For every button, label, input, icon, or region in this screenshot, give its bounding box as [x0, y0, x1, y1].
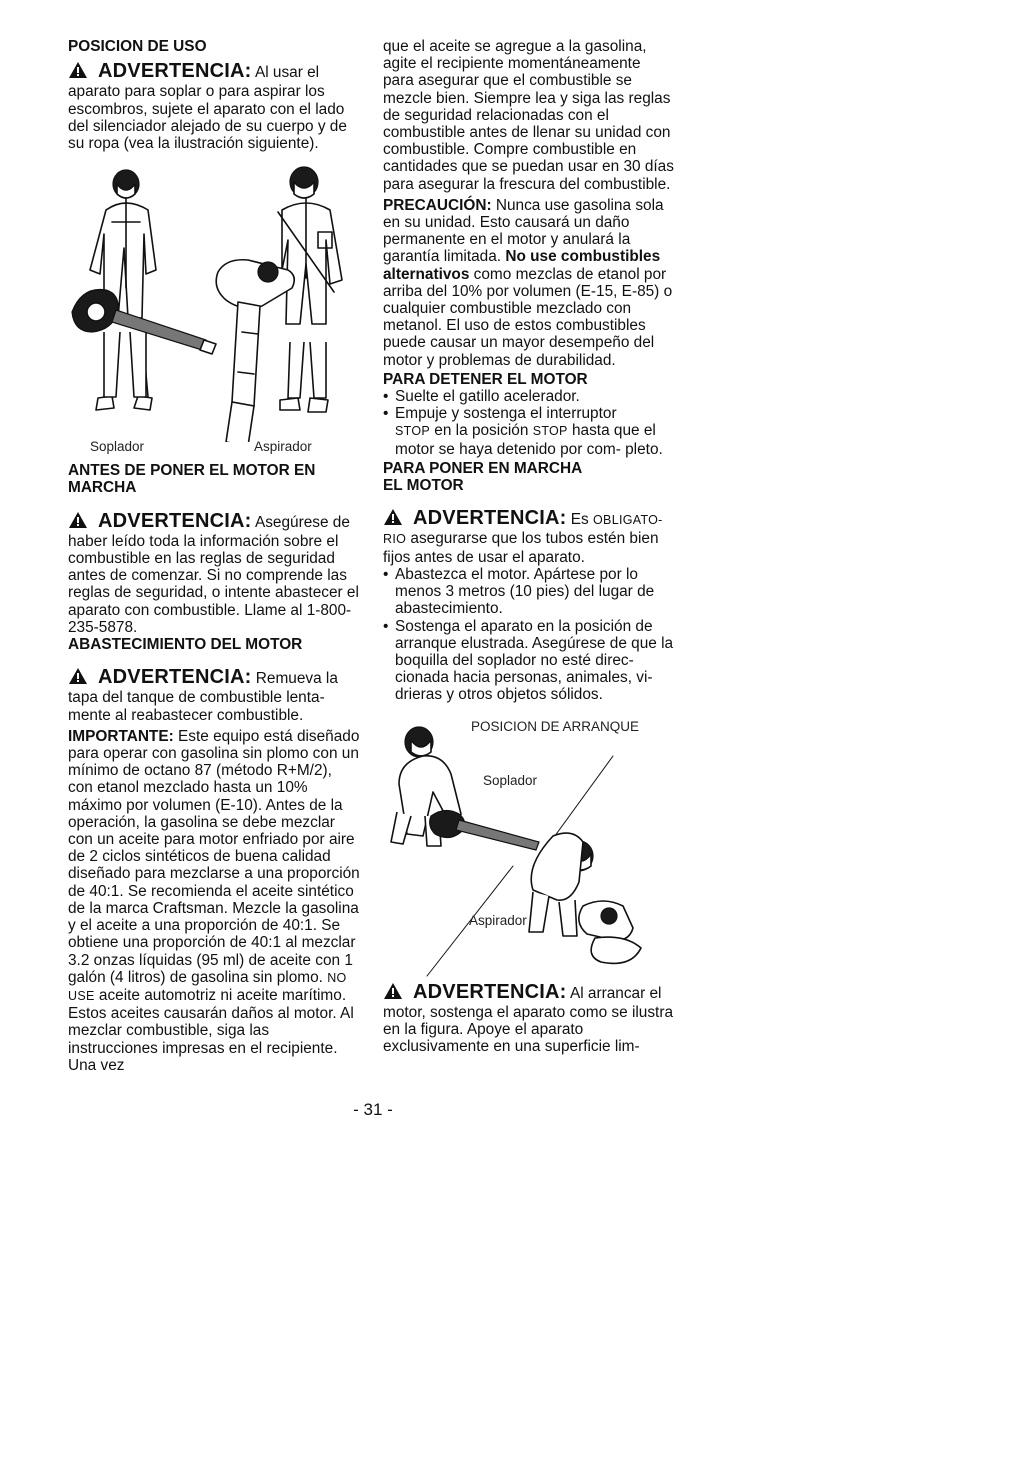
detener-item-2-mid: en la posición [430, 422, 533, 440]
abastecimiento-heading: ABASTECIMIENTO DEL MOTOR [68, 636, 303, 654]
list-item: • Sostenga el aparato en la posición de arranque elustrada. Asegúrese de que la boquilla del soplador no esté direc- cionada hacia personas, animales, vi- drieras y otros objetos sólidos. [383, 618, 675, 704]
warning-5 [383, 982, 675, 1056]
warning-5-body: motor, sostenga el aparato como se ilustra en la figura. Apoye el aparato exclusivamente en una superficie lim- [383, 1003, 674, 1056]
warning-4-title: ADVERTENCIA: [413, 507, 567, 530]
stop-smallcaps: STOP [395, 424, 431, 439]
starting-position-figure [383, 716, 675, 980]
obligatorio-smallcaps: OBLIGATO- RIO [383, 513, 663, 547]
starting-position-illustration [383, 716, 675, 980]
importante-label: IMPORTANTE: [68, 727, 174, 745]
detener-heading: PARA DETENER EL MOTOR [383, 370, 588, 388]
warning-3-body: tapa del tanque de combustible lenta- mente al reabastecer combustible. [68, 689, 325, 724]
right-column [383, 38, 675, 1055]
warning-3-lead: Remueva la [251, 670, 338, 688]
warning-2-title: ADVERTENCIA: [98, 509, 252, 532]
list-item [383, 405, 675, 458]
figure-1-label-aspirador: Aspirador [254, 439, 312, 455]
left-column [68, 38, 360, 1074]
importante-paragraph [68, 728, 360, 1074]
antes-heading: ANTES DE PONER EL MOTOR EN MARCHA [68, 462, 316, 497]
warning-triangle-icon [383, 508, 403, 530]
figure-1-label-soplador: Soplador [90, 439, 145, 455]
warning-triangle-icon [383, 982, 403, 1004]
list-item: • Suelte el gatillo acelerador. [383, 388, 675, 405]
warning-2-body: haber leído toda la información sobre el combustible en las reglas de seguridad antes de comenzar. Si no comprende las reglas de seguridad, o intente abastecer el aparato con combustible. Llame al 1-800-235-5878. [68, 532, 359, 636]
figure-2-title: POSICION DE ARRANQUE [471, 718, 640, 734]
warning-1 [68, 61, 360, 152]
precaucion-paragraph [383, 197, 675, 369]
precaucion-bold: No use combustibles alternativos [383, 248, 661, 283]
precaucion-label: PRECAUCIÓN: [383, 196, 492, 214]
poner-heading [383, 460, 675, 494]
detener-list [383, 388, 675, 458]
warning-3-title: ADVERTENCIA: [98, 666, 252, 689]
warning-1-title: ADVERTENCIA: [98, 60, 252, 83]
warning-4 [383, 508, 675, 566]
figure-2-label-aspirador: Aspirador [469, 912, 527, 928]
warning-3 [68, 667, 360, 724]
warning-1-lead: Al usar el [251, 64, 320, 82]
warning-1-body: aparato para soplar o para aspirar los escombros, sujete el aparato con el lado del silenciador alejado de su cuerpo y de su ropa (vea la ilustración siguiente). [68, 83, 347, 153]
stop-smallcaps: STOP [532, 424, 568, 439]
warning-2 [68, 511, 360, 636]
page-number: - 31 - [353, 1100, 393, 1119]
warning-4-lead: Es [566, 511, 594, 529]
warning-triangle-icon [68, 511, 88, 533]
posicion-heading: POSICION DE USO [68, 38, 207, 55]
warning-triangle-icon [68, 61, 88, 83]
warning-4-body: asegurarse que los tubos estén bien fijos antes de usar el aparato. [383, 530, 659, 566]
warning-5-title: ADVERTENCIA: [413, 980, 567, 1003]
figure-2-label-soplador: Soplador [483, 772, 538, 788]
precaucion-body-2: como mezclas de etanol por arriba del 10% por volumen (E-15, E-85) o cualquier combustible mezclado con metanol. El uso de estos combustibles puede causar un mayor desempeño del motor y problemas de durabilidad. [383, 265, 673, 369]
operating-position-figure [68, 162, 360, 462]
warning-2-lead: Asegúrese de [251, 513, 350, 531]
poner-heading-line-2: EL MOTOR [383, 477, 464, 495]
detener-item-2-start: Empuje y sostenga el interruptor [395, 405, 617, 423]
poner-list [383, 566, 675, 704]
poner-heading-line-1: PARA PONER EN MARCHA [383, 459, 583, 477]
list-item: • Abastezca el motor. Apártese por lo menos 3 metros (10 pies) del lugar de abastecimiento. [383, 566, 675, 618]
no-use-smallcaps: NO USE [68, 970, 347, 1003]
precaucion-body-1: Nunca use gasolina sola en su unidad. Esto causará un daño permanente en el motor y anulará la garantía limitada. [383, 196, 664, 266]
warning-triangle-icon [68, 667, 88, 689]
blower-vacuum-operators-illustration [68, 162, 360, 442]
warning-5-lead: Al arrancar el [566, 984, 662, 1002]
continued-paragraph: que el aceite se agregue a la gasolina, agite el recipiente momentáneamente para asegurar que el combustible se mezcle bien. Siempre lea y siga las reglas de seguridad relacionadas con el combustible antes de llenar su unidad con combustible. Compre combustible en cantidades que se puedan usar en 30 días para asegurar la frescura del combustible. [383, 38, 674, 193]
detener-item-2-end: hasta que el motor se haya detenido por com- pleto. [395, 422, 663, 458]
importante-body-2: aceite automotriz ni aceite marítimo. Estos aceites causarán daños al motor. Al mezclar combustible, siga las instrucciones impresas en el recipiente. Una vez [68, 986, 354, 1074]
importante-body-1: Este equipo está diseñado para operar con gasolina sin plomo con un mínimo de octano 87 (método R+M/2), con etanol mezclado hasta un 10% máximo por volumen (E-10). Antes de la operación, la gasolina se debe mezclar con un aceite para motor enfriado por aire de 2 ciclos sintéticos de buena calidad diseñado para mezclarse a una proporción de 40:1. Se recomienda el aceite sintético de la marca Craftsman. Mezcle la gasolina y el aceite a una proporción de 40:1. Se obtiene una proporción de 40:1 al mezclar 3.2 onzas líquidas (95 ml) de aceite con 1 galón (4 litros) de gasolina sin plomo. [68, 727, 360, 986]
